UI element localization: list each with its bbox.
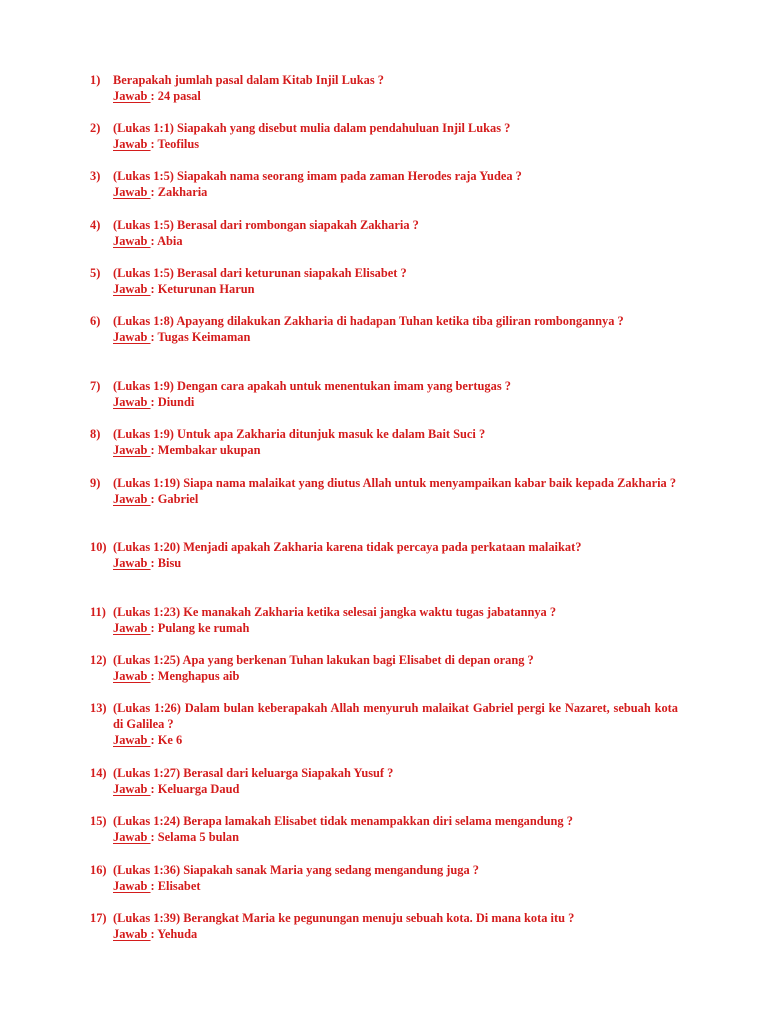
answer-separator: : [150,89,158,104]
item-number: 5) [90,266,101,280]
question-text: (Lukas 1:26) Dalam bulan keberapakah Allah menyuruh malaikat Gabriel pergi ke Nazaret, sebuah kota di Galilea ? [113,701,678,732]
item-number: 3) [90,169,101,183]
qa-item-17 [90,910,678,942]
answer-label: Jawab [113,395,151,410]
item-number: 14) [90,766,107,780]
answer-text: Zakharia [157,185,208,200]
answer-line [113,281,678,297]
answer-line [113,668,678,684]
qa-item-10 [90,539,678,571]
answer-line [113,829,678,845]
answer-line [113,184,678,200]
answer-text: Keturunan Harun [157,282,255,297]
answer-separator: : [150,443,158,458]
answer-label: Jawab [113,282,151,297]
qa-item-5 [90,265,678,297]
answer-separator: : [150,669,158,684]
question-text: (Lukas 1:9) Dengan cara apakah untuk menentukan imam yang bertugas ? [113,379,511,393]
answer-text: Elisabet [157,879,201,894]
answer-label: Jawab [113,669,151,684]
question-text: (Lukas 1:20) Menjadi apakah Zakharia karena tidak percaya pada perkataan malaikat? [113,540,582,554]
question-text: (Lukas 1:1) Siapakah yang disebut mulia dalam pendahuluan Injil Lukas ? [113,121,511,135]
answer-text: Yehuda [157,927,198,942]
item-number: 9) [90,476,101,490]
answer-separator: : [150,137,158,152]
item-number: 2) [90,121,101,135]
answer-label: Jawab [113,137,151,152]
answer-line [113,394,678,410]
answer-label: Jawab [113,556,151,571]
answer-label: Jawab [113,927,151,942]
question-text: Berapakah jumlah pasal dalam Kitab Injil Lukas ? [113,73,384,87]
answer-line [113,620,678,636]
answer-separator: : [150,556,158,571]
answer-separator: : [150,282,158,297]
question-text: (Lukas 1:19) Siapa nama malaikat yang diutus Allah untuk menyampaikan kabar baik kepada Zakharia ? [113,476,677,490]
qa-item-7 [90,378,678,410]
question-text: (Lukas 1:36) Siapakah sanak Maria yang sedang mengandung juga ? [113,863,479,877]
item-number: 7) [90,379,101,393]
answer-line [113,732,678,748]
answer-text: Diundi [157,395,195,410]
answer-separator: : [150,395,158,410]
answer-line [113,136,678,152]
qa-item-12 [90,652,678,684]
item-number: 12) [90,653,107,667]
qa-item-15 [90,813,678,845]
answer-label: Jawab [113,234,151,249]
item-number: 13) [90,701,107,715]
item-number: 1) [90,73,101,87]
answer-text: Selama 5 bulan [157,830,240,845]
answer-line [113,442,678,458]
item-number: 15) [90,814,107,828]
answer-separator: : [150,927,158,942]
qa-item-14 [90,765,678,797]
answer-text: Membakar ukupan [157,443,261,458]
answer-line [113,491,678,507]
answer-separator: : [150,621,158,636]
qa-item-16 [90,862,678,894]
qa-item-2 [90,120,678,152]
question-text: (Lukas 1:5) Siapakah nama seorang imam pada zaman Herodes raja Yudea ? [113,169,522,183]
question-text: (Lukas 1:5) Berasal dari keturunan siapakah Elisabet ? [113,266,407,280]
answer-label: Jawab [113,830,151,845]
question-text: (Lukas 1:24) Berapa lamakah Elisabet tidak menampakkan diri selama mengandung ? [113,814,573,828]
answer-line [113,878,678,894]
qa-item-1 [90,72,678,104]
answer-line [113,555,678,571]
qa-item-9 [90,475,678,507]
answer-label: Jawab [113,733,151,748]
item-number: 17) [90,911,107,925]
question-text: (Lukas 1:27) Berasal dari keluarga Siapakah Yusuf ? [113,766,394,780]
answer-separator: : [150,830,158,845]
answer-text: Bisu [157,556,182,571]
item-number: 4) [90,218,101,232]
answer-line [113,329,678,345]
answer-label: Jawab [113,89,151,104]
item-number: 8) [90,427,101,441]
answer-label: Jawab [113,330,151,345]
qa-item-4 [90,217,678,249]
answer-text: Keluarga Daud [157,782,240,797]
answer-label: Jawab [113,879,151,894]
answer-separator: : [150,782,158,797]
item-number: 11) [90,605,106,619]
answer-separator: : [150,733,158,748]
answer-text: Gabriel [157,492,199,507]
item-number: 6) [90,314,101,328]
question-text: (Lukas 1:25) Apa yang berkenan Tuhan lakukan bagi Elisabet di depan orang ? [113,653,534,667]
answer-label: Jawab [113,443,151,458]
answer-text: 24 pasal [157,89,201,104]
answer-text: Menghapus aib [157,669,240,684]
answer-line [113,926,678,942]
answer-line [113,233,678,249]
answer-label: Jawab [113,492,151,507]
answer-label: Jawab [113,782,151,797]
question-text: (Lukas 1:23) Ke manakah Zakharia ketika selesai jangka waktu tugas jabatannya ? [113,605,557,619]
qa-item-8 [90,426,678,458]
answer-line [113,88,678,104]
qa-item-3 [90,168,678,200]
answer-label: Jawab [113,185,151,200]
answer-text: Pulang ke rumah [157,621,250,636]
qa-item-6 [90,313,678,345]
answer-separator: : [150,879,158,894]
question-text: (Lukas 1:9) Untuk apa Zakharia ditunjuk masuk ke dalam Bait Suci ? [113,427,486,441]
question-text: (Lukas 1:8) Apayang dilakukan Zakharia di hadapan Tuhan ketika tiba giliran rombongannya ? [113,314,624,328]
answer-text: Teofilus [157,137,200,152]
answer-separator: : [150,330,158,345]
answer-line [113,781,678,797]
qa-item-11 [90,604,678,636]
item-number: 16) [90,863,107,877]
answer-text: Abia [157,234,183,249]
answer-text: Ke 6 [157,733,183,748]
answer-text: Tugas Keimaman [157,330,251,345]
item-number: 10) [90,540,107,554]
answer-separator: : [150,185,158,200]
answer-label: Jawab [113,621,151,636]
answer-separator: : [150,492,158,507]
question-text: (Lukas 1:39) Berangkat Maria ke pegunungan menuju sebuah kota. Di mana kota itu ? [113,911,575,925]
question-text: (Lukas 1:5) Berasal dari rombongan siapakah Zakharia ? [113,218,419,232]
qa-item-13 [90,700,678,749]
answer-separator: : [150,234,158,249]
